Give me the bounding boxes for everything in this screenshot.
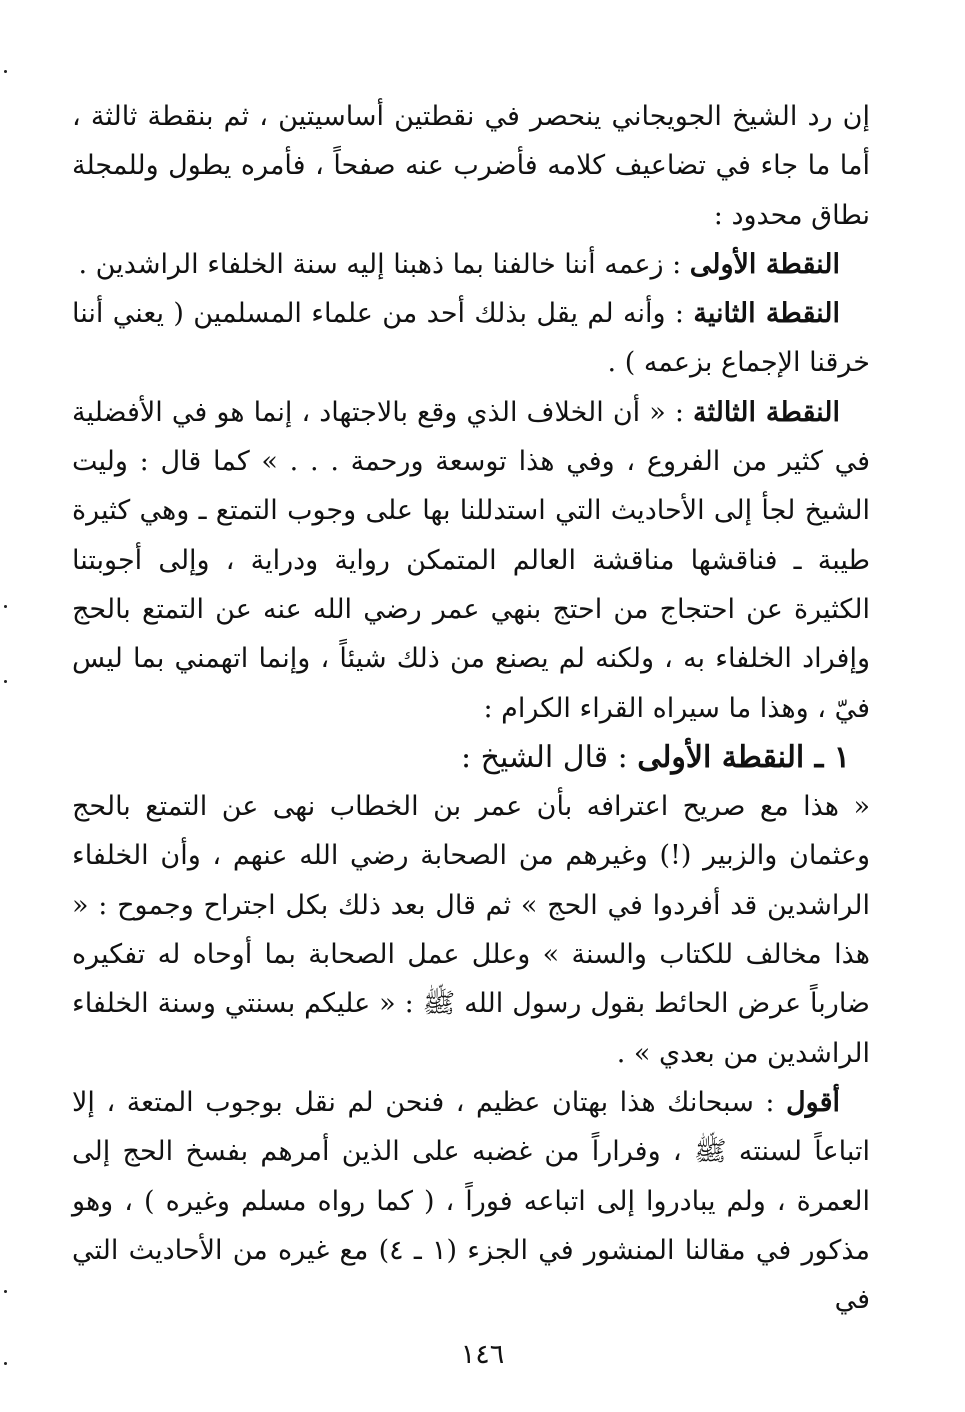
reply-paragraph xyxy=(72,1078,870,1324)
point-one-paragraph xyxy=(72,240,870,289)
point-two-text: : وأنه لم يقل بذلك أحد من علماء المسلمين ( يعني أننا خرقنا الإجماع بزعمه ) . xyxy=(72,298,870,379)
margin-mark xyxy=(4,70,7,73)
point-three-label: النقطة الثالثة xyxy=(693,396,840,428)
margin-mark xyxy=(4,1290,7,1293)
point-one-label: النقطة الأولى xyxy=(689,248,840,280)
quote-text: « هذا مع صريح اعترافه بأن عمر بن الخطاب نهى عن التمتع بالحج وعثمان والزبير (!) وغيرهم من الصحابة رضي الله عنهم ، وأن الخلفاء الراشدين قد أفردوا في الحج » ثم قال بعد ذلك بكل اجتراح وجموح : « هذا مخالف للكتاب والسنة » وعلل عمل الصحابة بما أوحاه له تفكيره ضارباً عرض الحائط بقول رسول الله ﷺ : « عليكم بسنتي وسنة الخلفاء الراشدين من بعدي » . xyxy=(72,791,870,1069)
section-heading xyxy=(72,733,870,782)
page-body xyxy=(72,92,870,1324)
point-one-text: : زعمه أننا خالفنا بما ذهبنا إليه سنة الخلفاء الراشدين . xyxy=(78,248,690,280)
point-three-paragraph xyxy=(72,388,870,733)
intro-paragraph xyxy=(72,92,870,240)
point-three-text: : « أن الخلاف الذي وقع بالاجتهاد ، إنما هو في الأفضلية في كثير من الفروع ، وفي هذا توسعة ورحمة . . . » كما قال : وليت الشيخ لجأ إلى الأحاديث التي استدللنا بها على وجوب التمتع ـ وهي كثيرة طيبة ـ فناقشها مناقشة العالم المتمكن رواية ودراية ، وإلى أجوبتنا الكثيرة عن احتجاج من احتج بنهي عمر رضي الله عنه عن التمتع بالحج وإفراد الخلفاء به ، ولكنه لم يصنع من ذلك شيئاً ، وإنما اتهمني بما ليس فيّ ، وهذا ما سيراه القراء الكرام : xyxy=(72,396,870,724)
quote-paragraph xyxy=(72,782,870,1078)
reply-label: أقول xyxy=(786,1086,840,1118)
section-heading-label: ١ ـ النقطة الأولى xyxy=(637,739,850,775)
margin-mark xyxy=(4,605,7,608)
paragraph-text: إن رد الشيخ الجويجاني ينحصر في نقطتين أساسيتين ، ثم بنقطة ثالثة ، أما ما جاء في تضاعيف كلامه فأضرب عنه صفحاً ، فأمره يطول وللمجلة نطاق محدود : xyxy=(72,101,870,231)
section-heading-text: : قال الشيخ : xyxy=(460,739,638,775)
point-two-paragraph xyxy=(72,289,870,388)
page-number: ١٤٦ xyxy=(460,1339,505,1370)
point-two-label: النقطة الثانية xyxy=(693,298,840,330)
reply-text: : سبحانك هذا بهتان عظيم ، فنحن لم نقل بوجوب المتعة ، إلا اتباعاً لسنته ﷺ ، وفراراً من غضبه على الذين أمرهم بفسخ الحج إلى العمرة ، ولم يبادروا إلى اتباعه فوراً ، ( كما رواه مسلم وغيره ) ، وهو مذكور في مقالنا المنشور في الجزء (١ ـ ٤) مع غيره من الأحاديث التي في xyxy=(72,1086,870,1316)
margin-mark xyxy=(4,680,7,683)
